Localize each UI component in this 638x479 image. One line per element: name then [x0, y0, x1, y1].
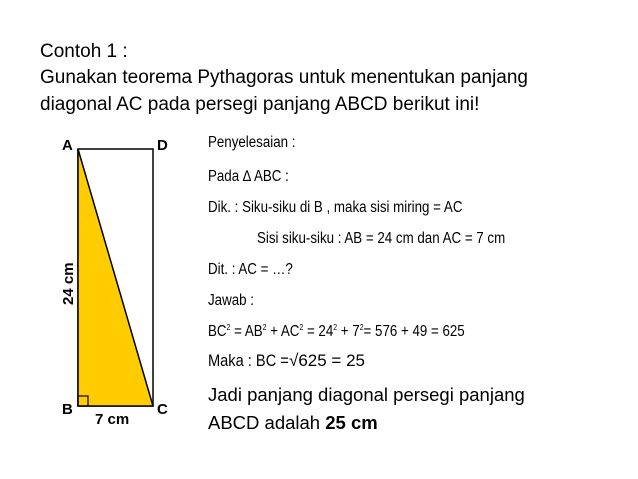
conclusion-answer: 25 cm	[325, 412, 378, 433]
eq-sup: 2	[299, 323, 304, 332]
problem-line-1: Gunakan teorema Pythagoras untuk menentukan panjang	[40, 67, 528, 88]
eq-part: BC	[208, 323, 227, 340]
eq-part: + 7	[337, 323, 360, 340]
example-label: Contoh 1 :	[40, 41, 128, 62]
conclusion-line-1: Jadi panjang diagonal persegi panjang	[208, 384, 525, 405]
eq-part: = 576 + 49 = 625	[363, 323, 465, 340]
solution-heading: Penyelesaian :	[208, 134, 296, 151]
solution-pada: Pada ∆ ABC :	[208, 168, 289, 185]
side-bc-label: 7 cm	[95, 411, 130, 428]
conclusion-line-2	[208, 412, 378, 434]
eq-part: + AC	[266, 323, 300, 340]
solution-maka	[208, 351, 365, 371]
eq-sup: 2	[359, 323, 364, 332]
eq-sup: 2	[333, 323, 338, 332]
side-ab-label: 24 cm	[60, 262, 77, 305]
solution-equation	[208, 323, 465, 341]
maka-value: √625 = 25	[289, 351, 365, 370]
vertex-b-label: B	[62, 401, 73, 418]
problem-line-2: diagonal AC pada persegi panjang ABCD berikut ini!	[40, 94, 480, 115]
vertex-a-label: A	[62, 137, 73, 154]
eq-sup: 2	[226, 323, 231, 332]
solution-jawab: Jawab :	[208, 292, 254, 309]
conclusion-prefix: ABCD adalah	[208, 412, 326, 433]
vertex-d-label: D	[157, 137, 168, 154]
maka-prefix: Maka : BC =	[208, 351, 289, 370]
solution-dik-2: Sisi siku-siku : AB = 24 cm dan AC = 7 cm	[257, 230, 506, 247]
triangle-abc	[78, 149, 153, 406]
vertex-c-label: C	[157, 401, 168, 418]
eq-part: = 24	[303, 323, 334, 340]
solution-dik-1: Dik. : Siku-siku di B , maka sisi miring = AC	[208, 199, 463, 216]
eq-part: = AB	[230, 323, 263, 340]
eq-sup: 2	[262, 323, 267, 332]
solution-dit: Dit. : AC = …?	[208, 261, 293, 278]
